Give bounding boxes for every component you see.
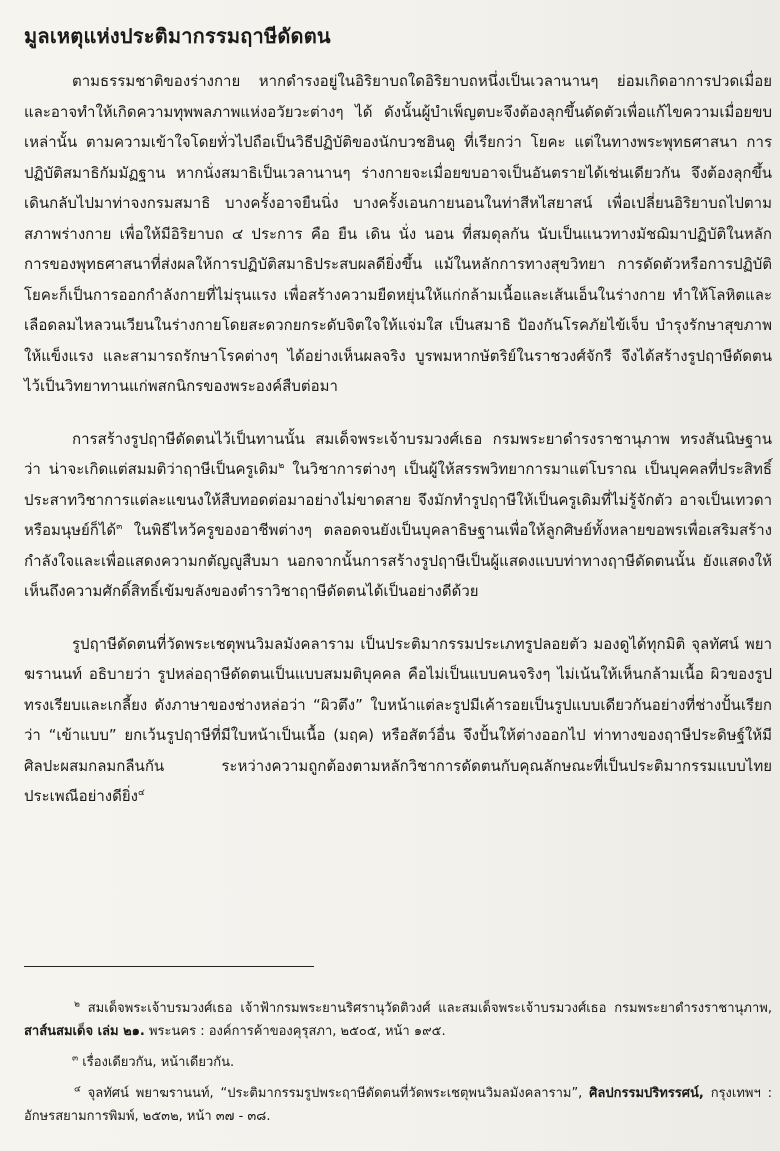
paragraph-1-text: ตามธรรมชาติของร่างกาย หากดำรงอยู่ในอิริยาบถใดอิริยาบถหนึ่งเป็นเวลานานๆ ย่อมเกิดอาการปวดเมื่อย และอาจทำให้เกิดความทุพพลภาพแห่งอวัยวะต่างๆ ได้ ดังนั้นผู้บำเพ็ญตบะจึงต้องลุกขึ้นดัดตัวเพื่อแก้ไขความเมื่อยขบเหล่านั้น ตามความเข้าใจโดยทั่วไปถือเป็นวิธีปฏิบัติของนักบวชฮินดู ที่เรียกว่า โยคะ แต่ในทางพระพุทธศาสนา การปฏิบัติสมาธิกัมมัฏฐาน หากนั่งสมาธิเป็นเวลานานๆ ร่างกายจะเมื่อยขบอาจเป็นอันตรายได้เช่นเดียวกัน จึงต้องลุกขึ้นเดินกลับไปมาท่าจงกรมสมาธิ บางครั้งอาจยืนนิ่ง บางครั้งเอนกายนอนในท่าสีหไสยาสน์ เพื่อเปลี่ยนอิริยาบถไปตามสภาพร่างกาย เพื่อให้มีอิริยาบถ ๔ ประการ คือ ยืน เดิน นั่ง นอน ที่สมดุลกัน นับเป็นแนวทางมัชฌิมาปฏิบัติในหลักการของพุทธศาสนาที่ส่งผลให้การปฏิบัติสมาธิประสบผลดียิ่งขึ้น แม้ในหลักการทางสุขวิทยา การดัดตัวหรือการปฏิบัติโยคะก็เป็นการออกกำลังกายที่ไม่รุนแรง เพื่อสร้างความยืดหยุ่นให้แก่กล้ามเนื้อและเส้นเอ็นในร่างกาย ทำให้โลหิตและเลือดลมไหลวนเวียนในร่างกายโดยสะดวกยกระดับจิตใจให้แจ่มใส เป็นสมาธิ ป้องกันโรคภัยไข้เจ็บ บำรุงรักษาสุขภาพให้แข็งแรง และสามารถรักษาโรคต่างๆ ได้อย่างเห็นผลจริง บูรพมหากษัตริย์ในราชวงศ์จักรี จึงได้สร้างรูปฤาษีดัดตนไว้เป็นวิทยาทานแก่พสกนิกรของพระองค์สืบต่อมา [24,72,772,395]
footnote-divider [24,966,314,967]
footnote-2-text-a: สมเด็จพระเจ้าบรมวงศ์เธอ เจ้าฟ้ากรมพระยานริศรานุวัดติวงศ์ และสมเด็จพระเจ้าบรมวงศ์เธอ กรมพระยาดำรงราชานุภาพ, [79,1001,772,1016]
footnote-3 [24,1051,772,1074]
footnotes [24,966,772,1136]
footnote-4-source-title: ศิลปกรรมปริทรรศน์, [589,1086,704,1101]
paragraph-2-text-c: ในพิธีไหว้ครูของอาชีพต่างๆ ตลอดจนยังเป็นบุคลาธิษฐานเพื่อให้ลูกศิษย์ทั้งหลายขอพรเพื่อเสริมสร้างกำลังใจและเพื่อแสดงความกตัญญูสืบมา นอกจากนั้นการสร้างรูปฤาษีเป็นผู้แสดงแบบท่าทางฤาษีดัดตนนั้น ยังแสดงให้เห็นถึงความศักดิ์สิทธิ์เข้มขลังของตำราวิชาฤาษีดัดตนได้เป็นอย่างดีด้วย [24,521,772,600]
footnote-ref-2: ๒ [278,461,285,471]
footnote-3-text: เรื่องเดียวกัน, หน้าเดียวกัน. [78,1055,235,1070]
paragraph-2-text-a: การสร้างรูปฤาษีดัดตนไว้เป็นทานนั้น สมเด็จพระเจ้าบรมวงศ์เธอ กรมพระยาดำรงราชานุภาพ ทรงสันนิษฐานว่า น่าจะเกิดแต่สมมติว่าฤาษีเป็นครูเดิม [24,429,772,478]
footnote-4-text-b: กรุงเทพฯ : อักษรสยามการพิมพ์, ๒๕๓๒, หน้า ๓๗ - ๓๘. [24,1086,772,1124]
footnote-3-number: ๓ [72,1053,79,1064]
footnote-ref-3: ๓ [116,522,123,532]
page-title: มูลเหตุแห่งประติมากรรมฤาษีดัดตน [24,24,331,48]
paragraph-1 [24,66,772,402]
footnote-4-text-a: จุลทัศน์ พยาฆรานนท์, “ประติมากรรมรูปพระฤาษีดัดตนที่วัดพระเชตุพนวิมลมังคลาราม”, [80,1086,590,1101]
paragraph-3 [24,629,772,812]
paragraph-2 [24,424,772,607]
footnote-4 [24,1082,772,1128]
paragraph-2-text-b: ในวิชาการต่างๆ เป็นผู้ให้สรรพวิทยาการมาแต่โบราณ เป็นบุคคลที่ประสิทธิ์ประสาทวิชาการแต่ละแขนงให้สืบทอดต่อมาอย่างไม่ขาดสาย จึงมักทำรูปฤาษีให้เป็นครูเดิมที่ไม่รู้จักตัว อาจเป็นเทวดาหรือมนุษย์ก็ได้ [24,460,773,539]
footnote-2-source-title: สาส์นสมเด็จ เล่ม ๒๑. [24,1024,145,1039]
footnote-2-text-b: พระนคร : องค์การค้าของคุรุสภา, ๒๕๐๕, หน้า ๑๙๕. [144,1024,446,1039]
paragraph-3-text: รูปฤาษีดัดตนที่วัดพระเชตุพนวิมลมังคลาราม เป็นประติมากรรมประเภทรูปลอยตัว มองดูได้ทุกมิติ จุลทัศน์ พยาฆรานนท์ อธิบายว่า รูปหล่อฤาษีดัดตนเป็นแบบสมมติบุคคล คือไม่เป็นแบบคนจริงๆ ไม่เน้นให้เห็นกล้ามเนื้อ ผิวของรูปทรงเรียบและเกลี้ยง ดังภาษาของช่างหล่อว่า “ผิวตึง” ใบหน้าแต่ละรูปมีเค้ารอยเป็นรูปแบบเดียวกันอย่างที่ช่างปั้นเรียกว่า “เข้าแบบ” ยกเว้นรูปฤาษีที่มีใบหน้าเป็นเนื้อ (มฤค) หรือสัตว์อื่น จึงปั้นให้ต่างออกไป ท่าทางของฤาษีประดิษฐ์ให้มีศิลปะผสมกลมกลืนกัน ระหว่างความถูกต้องตามหลักวิชาการดัดตนกับคุณลักษณะที่เป็นประติมากรรมแบบไทยประเพณีอย่างดียิ่ง [24,634,772,805]
footnote-4-number: ๔ [74,1084,81,1095]
footnote-2 [24,997,772,1043]
footnote-ref-4: ๔ [137,788,145,798]
footnote-2-number: ๒ [74,999,80,1010]
